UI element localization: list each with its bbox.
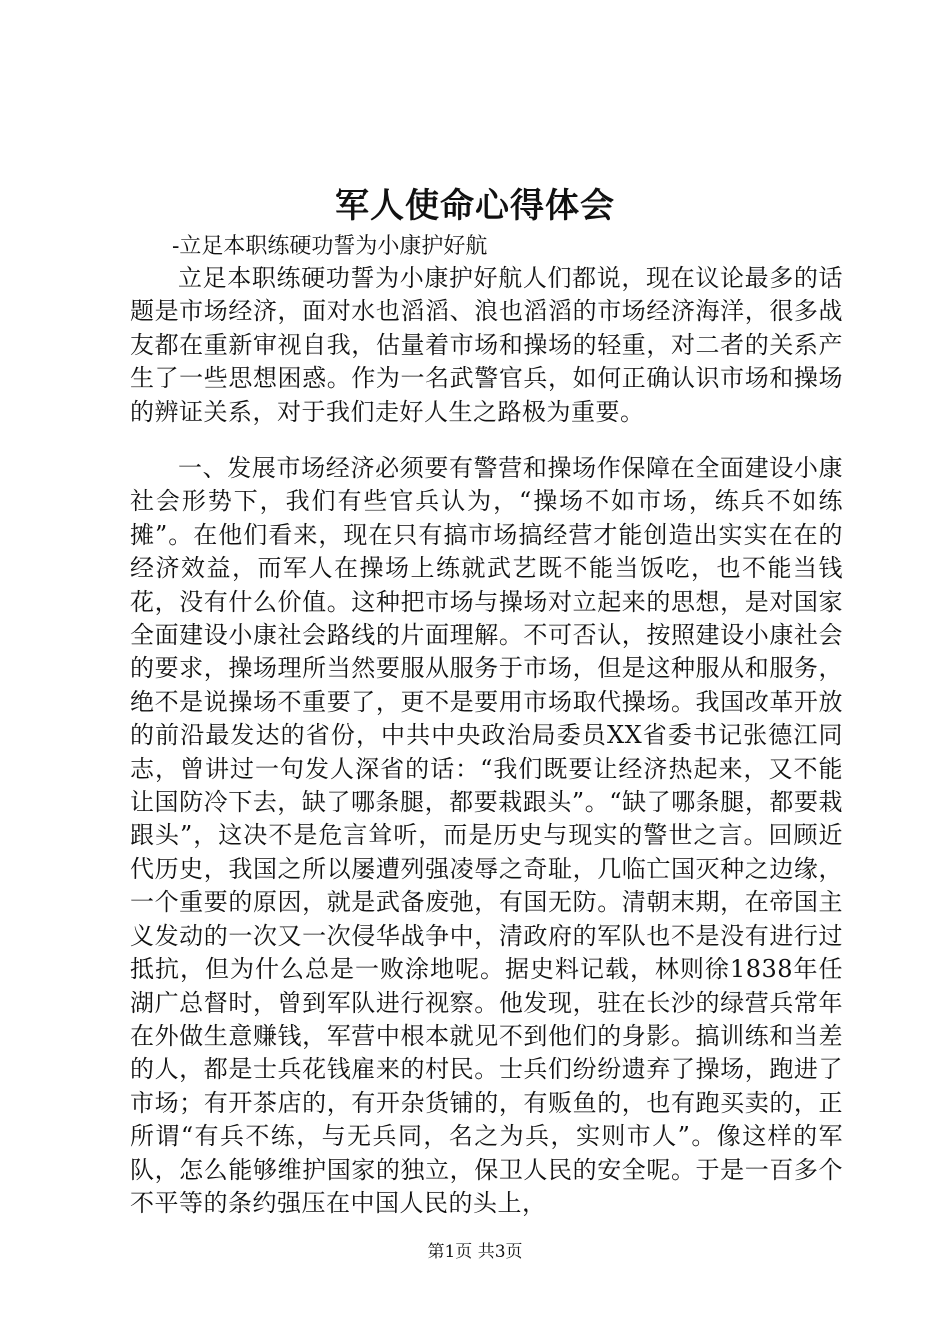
document-subtitle: -立足本职练硬功誓为小康护好航 [172, 234, 488, 259]
page-number-footer: 第1页 共3页 [427, 1242, 523, 1262]
body-paragraph-2: 一、发展市场经济必须要有警营和操场作保障在全面建设小康社会形势下，我们有些官兵认为，“操场不如市场，练兵不如练摊”。在他们看来，现在只有搞市场搞经营才能创造出实实在在的经济效益，而军人在操场上练就武艺既不能当饭吃，也不能当钱花，没有什么价值。这种把市场与操场对立起来的思想，是对国家全面建设小康社会路线的片面理解。不可否认，按照建设小康社会的要求，操场理所当然要服从服务于市场，但是这种服从和服务，绝不是说操场不重要了，更不是要用市场取代操场。我国改革开放的前沿最发达的省份，中共中央政治局委员XX省委书记张德江同志，曾讲过一句发人深省的话：“我们既要让经济热起来，又不能让国防冷下去，缺了哪条腿，都要栽跟头”。“缺了哪条腿，都要栽跟头”，这决不是危言耸听，而是历史与现实的警世之言。回顾近代历史，我国之所以屡遭列强凌辱之奇耻，几临亡国灭种之边缘，一个重要的原因，就是武备废弛，有国无防。清朝末期，在帝国主义发动的一次又一次侵华战争中，清政府的军队也不是没有进行过抵抗，但为什么总是一败涂地呢。据史料记载，林则徐1838年任湖广总督时，曾到军队进行视察。他发现，驻在长沙的绿营兵常年在外做生意赚钱，军营中根本就见不到他们的身影。搞训练和当差的人，都是士兵花钱雇来的村民。士兵们纷纷遗弃了操场，跑进了市场；有开茶店的，有开杂货铺的，有贩鱼的，也有跑买卖的，正所谓“有兵不练，与无兵同，名之为兵，实则市人”。像这样的军队，怎么能够维护国家的独立，保卫人民的安全呢。于是一百多个不平等的条约强压在中国人民的头上， [130, 454, 843, 1217]
document-title: 军人使命心得体会 [335, 186, 615, 226]
body-paragraph-1: 立足本职练硬功誓为小康护好航人们都说，现在议论最多的话题是市场经济，面对水也滔滔、浪也滔滔的市场经济海洋，很多战友都在重新审视自我，估量着市场和操场的轻重，对二者的关系产生了一些思想困惑。作为一名武警官兵，如何正确认识市场和操场的辨证关系，对于我们走好人生之路极为重要。 [130, 264, 843, 426]
